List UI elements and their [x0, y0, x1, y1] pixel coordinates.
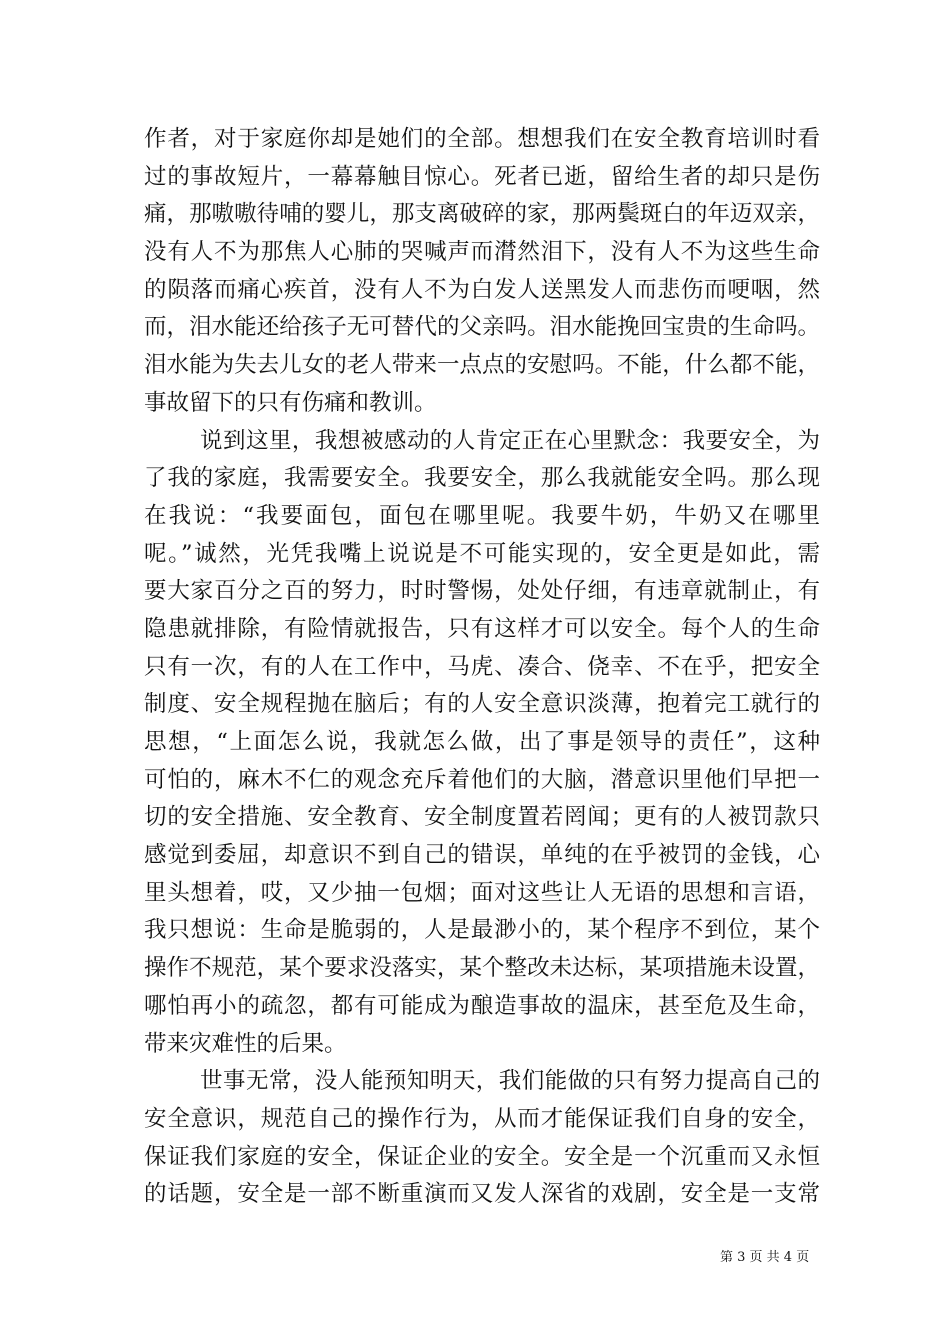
text-line: 了我的家庭，我需要安全。我要安全，那么我就能安全吗。那么现	[144, 465, 820, 492]
text-line: 制度、安全规程抛在脑后；有的人安全意识淡薄，抱着完工就行的	[144, 691, 820, 718]
text-line: 的话题，安全是一部不断重演而又发人深省的戏剧，安全是一支常	[144, 1181, 820, 1208]
text-line: 痛，那嗷嗷待哺的婴儿，那支离破碎的家，那两鬓斑白的年迈双亲，	[144, 201, 820, 228]
text-line: 保证我们家庭的安全，保证企业的安全。安全是一个沉重而又永恒	[144, 1143, 820, 1170]
text-line: 说到这里，我想被感动的人肯定正在心里默念：我要安全，为	[200, 427, 820, 454]
paragraph	[144, 1063, 820, 1214]
text-line: 安全意识，规范自己的操作行为，从而才能保证我们自身的安全，	[144, 1105, 820, 1132]
text-line: 泪水能为失去儿女的老人带来一点点的安慰吗。不能，什么都不能，	[144, 352, 820, 379]
text-line: 隐患就排除，有险情就报告，只有这样才可以安全。每个人的生命	[144, 615, 820, 642]
text-line: 世事无常，没人能预知明天，我们能做的只有努力提高自己的	[200, 1068, 820, 1095]
paragraph	[144, 423, 820, 1064]
text-line: 没有人不为那焦人心肺的哭喊声而潸然泪下，没有人不为这些生命	[144, 239, 820, 266]
text-line: 哪怕再小的疏忽，都有可能成为酿造事故的温床，甚至危及生命，	[144, 992, 820, 1019]
paragraph	[144, 121, 820, 423]
text-line: 我只想说：生命是脆弱的，人是最渺小的，某个程序不到位，某个	[144, 917, 820, 944]
text-line: 可怕的，麻木不仁的观念充斥着他们的大脑，潜意识里他们早把一	[144, 766, 820, 793]
text-line: 过的事故短片，一幕幕触目惊心。死者已逝，留给生者的却只是伤	[144, 163, 820, 190]
text-line: 呢。”诚然，光凭我嘴上说说是不可能实现的，安全更是如此，需	[144, 540, 820, 567]
text-line: 作者，对于家庭你却是她们的全部。想想我们在安全教育培训时看	[144, 126, 820, 152]
text-line: 要大家百分之百的努力，时时警惕，处处仔细，有违章就制止，有	[144, 578, 820, 605]
text-line: 切的安全措施、安全教育、安全制度置若罔闻；更有的人被罚款只	[144, 804, 820, 831]
text-line: 事故留下的只有伤痛和教训。	[144, 389, 437, 416]
text-line: 只有一次，有的人在工作中，马虎、凑合、侥幸、不在乎，把安全	[144, 653, 820, 680]
text-line: 而，泪水能还给孩子无可替代的父亲吗。泪水能挽回宝贵的生命吗。	[144, 314, 820, 341]
text-line: 思想，“上面怎么说，我就怎么做，出了事是领导的责任”，这种	[144, 729, 820, 755]
page-footer: 第 3 页 共 4 页	[720, 1250, 810, 1265]
text-line: 里头想着，哎，又少抽一包烟；面对这些让人无语的思想和言语，	[144, 879, 820, 906]
text-line: 感觉到委屈，却意识不到自己的错误，单纯的在乎被罚的金钱，心	[144, 842, 820, 869]
text-line: 带来灾难性的后果。	[144, 1030, 347, 1057]
text-line: 操作不规范，某个要求没落实，某个整改未达标，某项措施未设置，	[144, 955, 820, 982]
document-body	[144, 121, 820, 1214]
text-line: 在我说：“我要面包，面包在哪里呢。我要牛奶，牛奶又在哪里	[144, 502, 820, 529]
text-line: 的陨落而痛心疾首，没有人不为白发人送黑发人而悲伤而哽咽，然	[144, 276, 820, 303]
